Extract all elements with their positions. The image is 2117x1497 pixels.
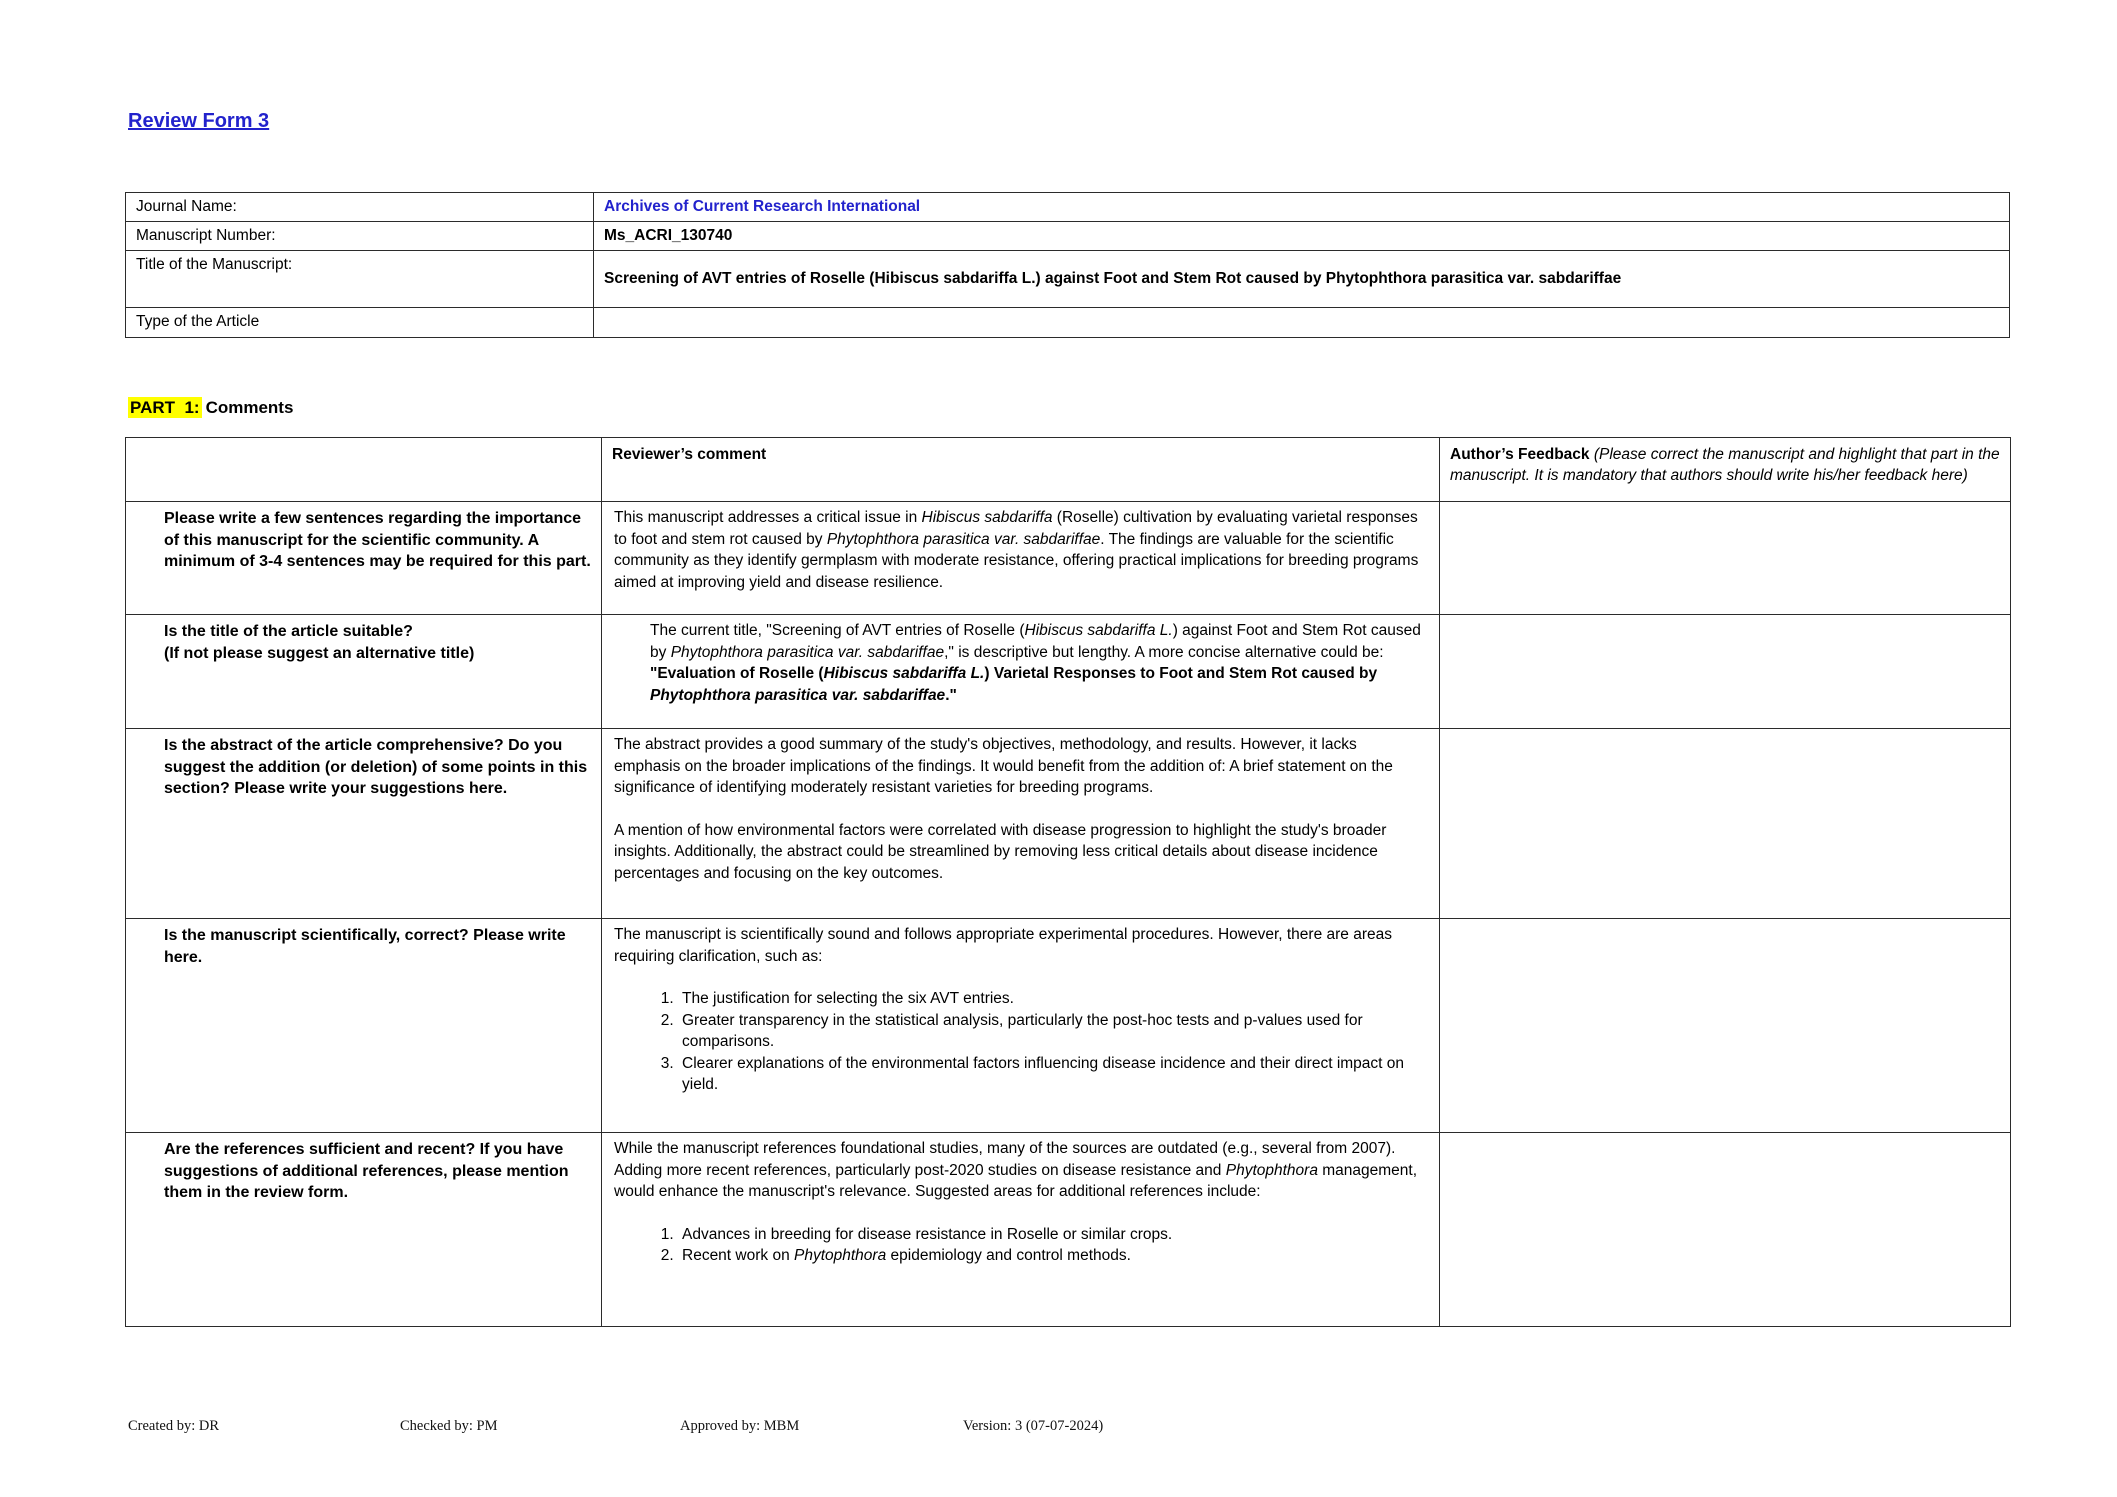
reviewer-comment-cell: This manuscript addresses a critical issue in Hibiscus sabdariffa (Roselle) cultivation by evaluating varietal responses to foot and stem rot caused by Phytophthora parasitica var. sabdariffae. The findings are valuable for the scientific community as they identify germplasm with moderate resistance, offering practical implications for breeding programs aimed at improving yield and disease resilience.	[602, 502, 1440, 615]
question-cell: Is the abstract of the article comprehensive? Do you suggest the addition (or deletion) of some points in this section? Please write your suggestions here.	[126, 729, 602, 919]
footer-approved-by: Approved by: MBM	[680, 1418, 800, 1434]
author-feedback-cell[interactable]	[1440, 502, 2011, 615]
author-feedback-cell[interactable]	[1440, 615, 2011, 729]
question-cell: Is the title of the article suitable? (If not please suggest an alternative title)	[126, 615, 602, 729]
author-feedback-cell[interactable]	[1440, 1133, 2011, 1327]
reviewer-comment-cell: The abstract provides a good summary of the study's objectives, methodology, and results. However, it lacks emphasis on the broader implications of the findings. It would benefit from the addition of: A brief statement on the significance of identifying moderately resistant varieties for breeding programs. A mention of how environmental factors were correlated with disease progression to highlight the study's broader insights. Additionally, the abstract could be streamlined by removing less critical details about disease incidence percentages and focusing on the key outcomes.	[602, 729, 1440, 919]
table-row-article-type	[126, 308, 2010, 338]
question-cell: Are the references sufficient and recent? If you have suggestions of additional references, please mention them in the review form.	[126, 1133, 602, 1327]
footer-checked-by: Checked by: PM	[400, 1418, 498, 1434]
article-type-label: Type of the Article	[126, 308, 594, 338]
article-type-value[interactable]	[594, 308, 2010, 338]
table-row-scientific-correctness	[126, 919, 2011, 1133]
comments-table-header-row	[126, 438, 2011, 502]
table-row-journal-name	[126, 193, 2010, 222]
manuscript-number-label: Manuscript Number:	[126, 222, 594, 251]
journal-name-value: Archives of Current Research International	[594, 193, 2010, 222]
comments-table	[125, 437, 2011, 1327]
question-column-header	[126, 438, 602, 502]
page-title: Review Form 3	[128, 110, 270, 132]
author-feedback-cell[interactable]	[1440, 919, 2011, 1133]
question-cell: Is the manuscript scientifically, correct? Please write here.	[126, 919, 602, 1133]
journal-name-label: Journal Name:	[126, 193, 594, 222]
reviewer-comment-cell: The manuscript is scientifically sound and follows appropriate experimental procedures. However, there are areas requiring clarification, such as: 1. The justification for selecting the six AVT entries. 2. Greater transparency in the statistical analysis, particularly the post-hoc tests and p-values used for comparisons. 3. Clearer explanations of the environmental factors influencing disease incidence and their direct impact on yield.	[602, 919, 1440, 1133]
table-row-references	[126, 1133, 2011, 1327]
manuscript-title-label: Title of the Manuscript:	[126, 251, 594, 308]
part1-heading	[128, 398, 293, 418]
footer-version: Version: 3 (07-07-2024)	[963, 1418, 1104, 1434]
table-row-importance	[126, 502, 2011, 615]
table-row-manuscript-number	[126, 222, 2010, 251]
manuscript-number-value: Ms_ACRI_130740	[594, 222, 2010, 251]
reviewer-comment-cell: The current title, "Screening of AVT entries of Roselle (Hibiscus sabdariffa L.) against Foot and Stem Rot caused by Phytophthora parasitica var. sabdariffae," is descriptive but lengthy. A more concise alternative could be: "Evaluation of Roselle (Hibiscus sabdariffa L.) Varietal Responses to Foot and Stem Rot caused by Phytophthora parasitica var. sabdariffae."	[602, 615, 1440, 729]
manuscript-title-value: Screening of AVT entries of Roselle (Hibiscus sabdariffa L.) against Foot and Stem Rot caused by Phytophthora parasitica var. sabdariffae	[594, 251, 2010, 308]
reviewer-comment-cell: While the manuscript references foundational studies, many of the sources are outdated (e.g., several from 2007). Adding more recent references, particularly post-2020 studies on disease resistance and Phytophthora management, would enhance the manuscript's relevance. Suggested areas for additional references include: 1. Advances in breeding for disease resistance in Roselle or similar crops. 2. Recent work on Phytophthora epidemiology and control methods.	[602, 1133, 1440, 1327]
table-row-manuscript-title	[126, 251, 2010, 308]
question-cell: Please write a few sentences regarding the importance of this manuscript for the scientific community. A minimum of 3-4 sentences may be required for this part.	[126, 502, 602, 615]
part1-highlight-label: PART 1:	[130, 398, 200, 417]
reviewer-comment-column-header: Reviewer’s comment	[602, 438, 1440, 502]
manuscript-info-table	[125, 192, 2010, 338]
footer-created-by: Created by: DR	[128, 1418, 220, 1434]
author-feedback-column-header: Author’s Feedback (Please correct the manuscript and highlight that part in the manuscript. It is mandatory that authors should write his/her feedback here)	[1440, 438, 2011, 502]
part1-comments-label: Comments	[205, 398, 294, 417]
author-feedback-cell[interactable]	[1440, 729, 2011, 919]
table-row-abstract	[126, 729, 2011, 919]
table-row-title-suitability	[126, 615, 2011, 729]
